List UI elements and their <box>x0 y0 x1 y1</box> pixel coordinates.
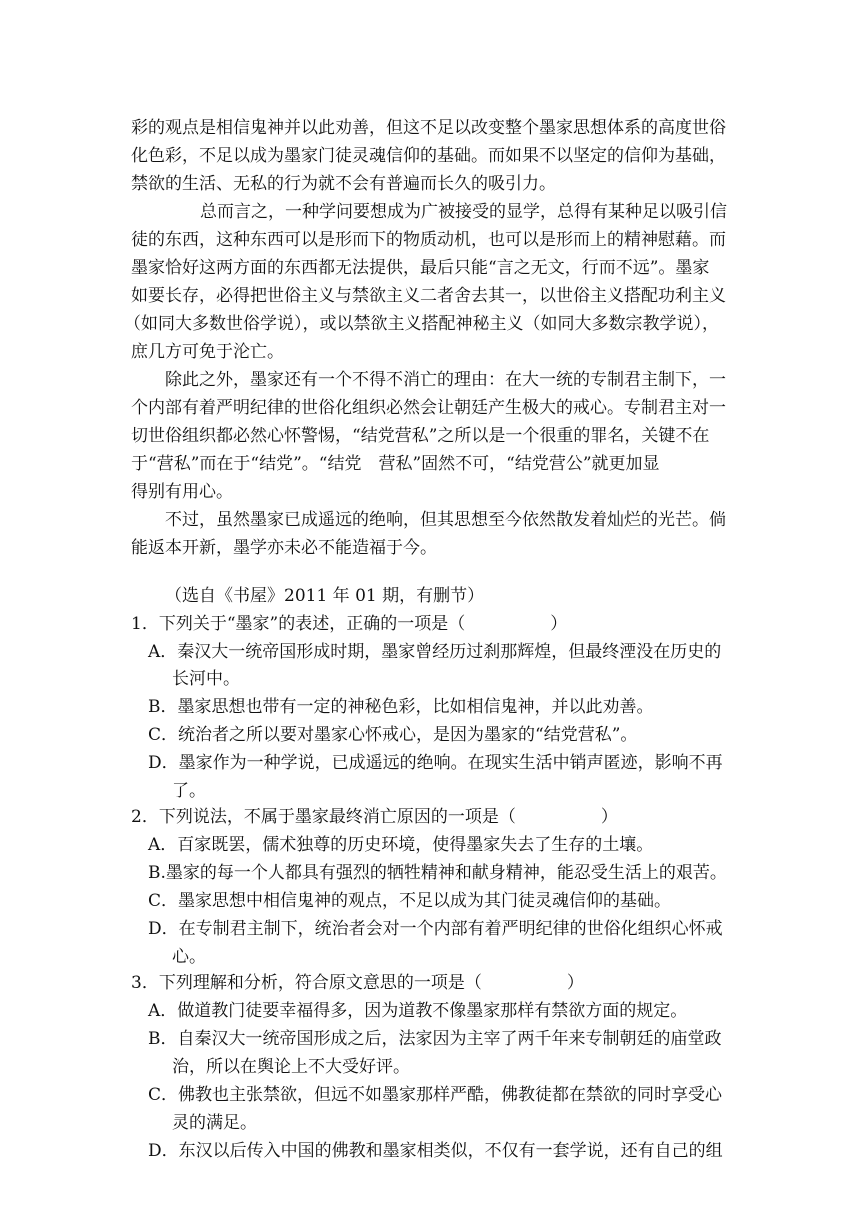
passage-line: 徒的东西，这种东西可以是形而下的物质动机，也可以是形而上的精神慰藉。而 <box>131 230 726 250</box>
passage-line: 不过，虽然墨家已成遥远的绝响，但其思想至今依然散发着灿烂的光芒。倘 <box>165 510 726 530</box>
question-option-continuation: 长河中。 <box>172 669 240 689</box>
passage-line: 于“营私”而在于“结党”。“结党 营私”固然不可，“结党营公”就更加显 <box>131 454 660 474</box>
question-option-continuation: 灵的满足。 <box>172 1113 257 1133</box>
source-citation: （选自《书屋》2011 年 01 期，有删节） <box>165 586 485 606</box>
question-option: C．墨家思想中相信鬼神的观点，不足以成为其门徒灵魂信仰的基础。 <box>148 891 672 911</box>
passage-line: 禁欲的生活、无私的行为就不会有普遍而长久的吸引力。 <box>131 174 556 194</box>
question-option: A．做道教门徒要幸福得多，因为道教不像墨家那样有禁欲方面的规定。 <box>148 1001 688 1021</box>
question-option: B.墨家的每一个人都具有强烈的牺牲精神和献身精神，能忍受生活上的艰苦。 <box>148 863 727 883</box>
passage-line: 能返本开新，墨学亦未必不能造福于今。 <box>131 538 437 558</box>
question-option: D．墨家作为一种学说，已成遥远的绝响。在现实生活中销声匿迹，影响不再 <box>148 753 723 773</box>
question-stem: 2．下列说法，不属于墨家最终消亡原因的一项是（ ） <box>131 807 618 827</box>
passage-line: 总而言之，一种学问要想成为广被接受的显学，总得有某种足以吸引信 <box>200 202 727 222</box>
question-option: A．秦汉大一统帝国形成时期，墨家曾经历过刹那辉煌，但最终湮没在历史的 <box>148 642 722 662</box>
passage-line: 得别有用心。 <box>131 482 233 502</box>
question-option-continuation: 心。 <box>172 947 206 967</box>
question-option-continuation: 治，所以在舆论上不大受好评。 <box>172 1057 410 1077</box>
question-option: C．佛教也主张禁欲，但远不如墨家那样严酷，佛教徒都在禁欲的同时享受心 <box>148 1085 723 1105</box>
question-option: D．在专制君主制下，统治者会对一个内部有着严明纪律的世俗化组织心怀戒 <box>148 919 723 939</box>
question-option: C．统治者之所以要对墨家心怀戒心，是因为墨家的“结党营私”。 <box>148 725 638 745</box>
passage-line: 除此之外，墨家还有一个不得不消亡的理由：在大一统的专制君主制下，一 <box>165 370 726 390</box>
question-option: B．自秦汉大一统帝国形成之后，法家因为主宰了两千年来专制朝廷的庙堂政 <box>148 1029 722 1049</box>
passage-line: （如同大多数世俗学说），或以禁欲主义搭配神秘主义（如同大多数宗教学说）， <box>124 314 719 334</box>
passage-line: 墨家恰好这两方面的东西都无法提供，最后只能“言之无文，行而不远”。墨家 <box>131 258 710 278</box>
question-option-continuation: 了。 <box>172 781 206 801</box>
passage-line: 切世俗组织都必然心怀警惕，“结党营私”之所以是一个很重的罪名，关键不在 <box>131 426 710 446</box>
question-option: B．墨家思想也带有一定的神秘色彩，比如相信鬼神，并以此劝善。 <box>148 697 654 717</box>
passage-line: 庶几方可免于沦亡。 <box>131 342 284 362</box>
passage-line: 彩的观点是相信鬼神并以此劝善，但这不足以改变整个墨家思想体系的高度世俗 <box>131 118 726 138</box>
passage-line: 个内部有着严明纪律的世俗化组织必然会让朝廷产生极大的戒心。专制君主对一 <box>131 398 726 418</box>
question-stem: 3．下列理解和分析，符合原文意思的一项是（ ） <box>131 973 584 993</box>
passage-line: 化色彩，不足以成为墨家门徒灵魂信仰的基础。而如果不以坚定的信仰为基础， <box>131 146 726 166</box>
question-stem: 1．下列关于“墨家”的表述，正确的一项是（ ） <box>131 614 568 634</box>
question-option: D．东汉以后传入中国的佛教和墨家相类似，不仅有一套学说，还有自己的组 <box>148 1141 723 1161</box>
question-option: A．百家既罢，儒术独尊的历史环境，使得墨家失去了生存的土壤。 <box>148 835 654 855</box>
passage-line: 如要长存，必得把世俗主义与禁欲主义二者舍去其一，以世俗主义搭配功利主义 <box>131 286 726 306</box>
